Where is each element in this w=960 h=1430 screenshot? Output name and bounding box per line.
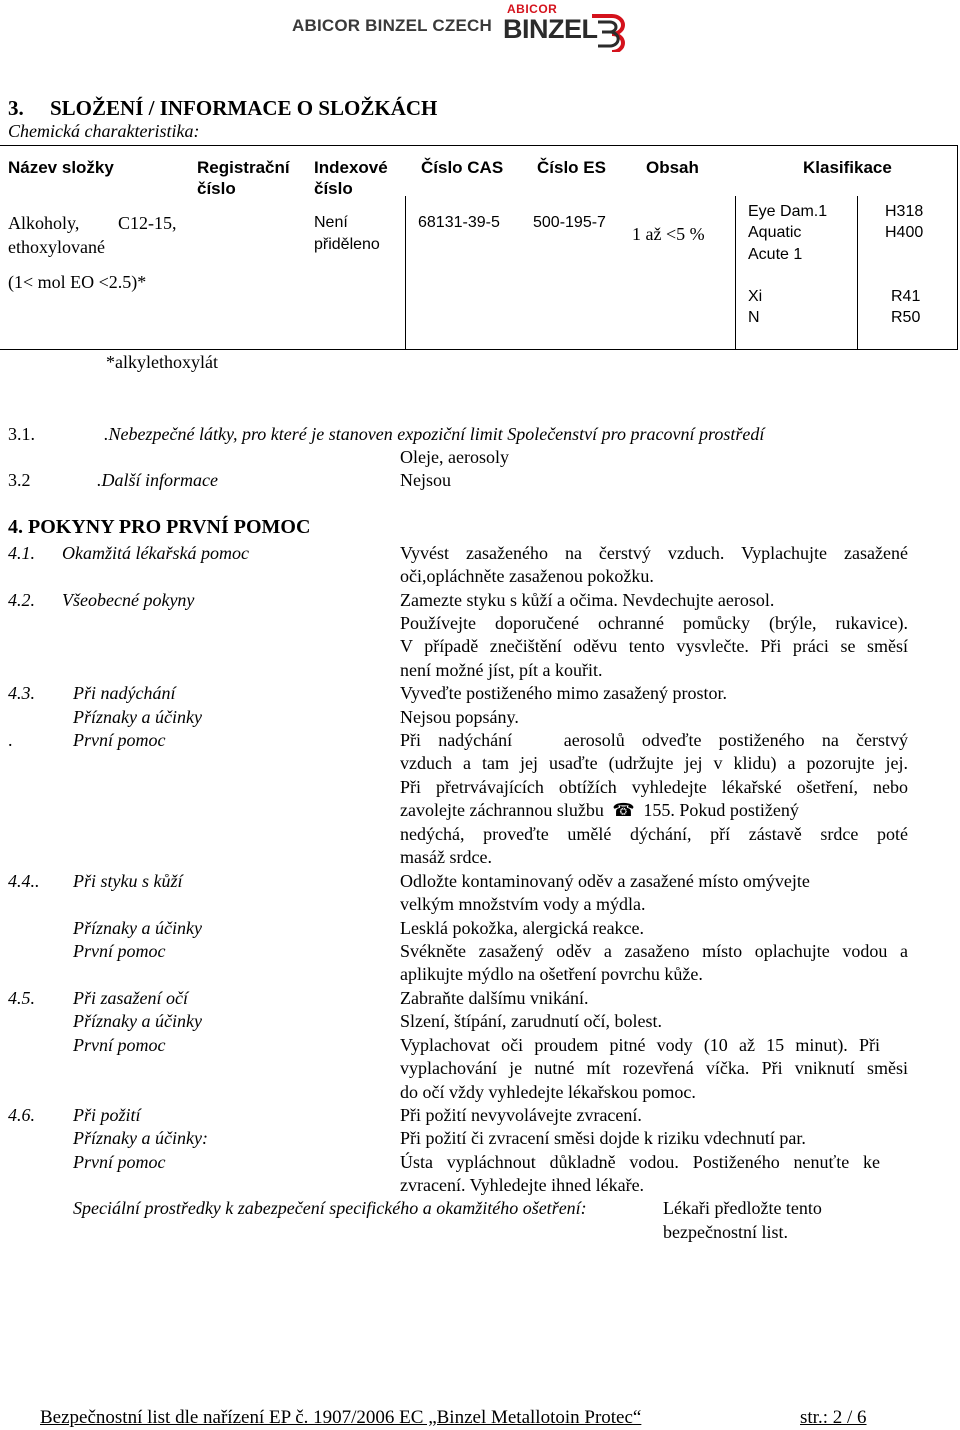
s46-symptoms-text: Při požití či zvracení směsi dojde k riziku vdechnutí par. bbox=[400, 1128, 806, 1148]
footer-page-number: str.: 2 / 6 bbox=[800, 1407, 867, 1428]
s31-value: Oleje, aerosoly bbox=[400, 447, 509, 467]
s45-symptoms-text: Slzení, štípání, zarudnutí očí, bolest. bbox=[400, 1011, 662, 1031]
table-bottom-border bbox=[0, 349, 958, 350]
s44-symptoms-label: Příznaky a účinky bbox=[73, 918, 202, 938]
row-class-2: Aquatic bbox=[748, 224, 802, 241]
s43-firstaid-line2: vzduch a tam jej usaďte (udržujte jej v klidu) a pozorujte jej. bbox=[400, 753, 908, 773]
s44-number: 4.4.. bbox=[8, 871, 40, 891]
row-r-1: R41 bbox=[891, 288, 921, 305]
table-right-border bbox=[957, 145, 958, 349]
section3-subtitle: Chemická charakteristika: bbox=[8, 121, 200, 141]
row-class-1: Eye Dam.1 bbox=[748, 203, 828, 220]
table-top-border bbox=[0, 145, 958, 146]
row-r-2: R50 bbox=[891, 309, 921, 326]
s32-value: Nejsou bbox=[400, 470, 451, 490]
s43-firstaid-marker: . bbox=[8, 730, 13, 750]
s44-line1: Odložte kontaminovaný oděv a zasažené místo omývejte bbox=[400, 871, 810, 891]
header-registration: Registrační bbox=[197, 158, 290, 177]
s43-firstaid-line4 bbox=[400, 799, 799, 822]
s41-line2: oči,opláchněte zasaženou pokožku. bbox=[400, 566, 654, 586]
row-h-1: H318 bbox=[885, 203, 924, 220]
row-name-line3: (1< mol EO <2.5)* bbox=[8, 272, 147, 292]
s44-firstaid-label: První pomoc bbox=[73, 941, 166, 961]
s32-number: 3.2 bbox=[8, 470, 31, 490]
s46-number: 4.6. bbox=[8, 1105, 35, 1125]
table-divider-cas bbox=[405, 196, 406, 349]
special-measures-line2: bezpečnostní list. bbox=[663, 1222, 788, 1242]
section3-title: 3. SLOŽENÍ / INFORMACE O SLOŽKÁCH bbox=[8, 96, 438, 120]
s44-line2: velkým množstvím vody a mýdla. bbox=[400, 894, 646, 914]
header-name: Název složky bbox=[8, 158, 114, 177]
row-class-4: Xi bbox=[748, 288, 763, 305]
s45-firstaid-label: První pomoc bbox=[73, 1035, 166, 1055]
s45-symptoms-label: Příznaky a účinky bbox=[73, 1011, 202, 1031]
s43-number: 4.3. bbox=[8, 683, 35, 703]
s46-text: Při požití nevyvolávejte zvracení. bbox=[400, 1105, 642, 1125]
company-name: ABICOR BINZEL CZECH bbox=[292, 16, 492, 35]
header-registration-2: číslo bbox=[197, 179, 236, 198]
footer-document-title: Bezpečnostní list dle nařízení EP č. 1907/2006 EC „Binzel Metallotoin Protec“ bbox=[40, 1407, 642, 1428]
section4-title: 4. POKYNY PRO PRVNÍ POMOC bbox=[8, 516, 311, 538]
header-index: Indexové bbox=[314, 158, 388, 177]
s43-firstaid-line6: masáž srdce. bbox=[400, 847, 492, 867]
logo-abicor-text: ABICOR bbox=[507, 2, 558, 16]
s41-label: Okamžitá lékařská pomoc bbox=[62, 543, 249, 563]
s43-firstaid-label: První pomoc bbox=[73, 730, 166, 750]
s43-label: Při nadýchání bbox=[73, 683, 176, 703]
logo-binzel-text: BINZEL bbox=[503, 14, 598, 44]
s43-symptoms-text: Nejsou popsány. bbox=[400, 707, 519, 727]
s31-number: 3.1. bbox=[8, 424, 35, 444]
row-cas: 68131-39-5 bbox=[418, 214, 500, 231]
table-divider-class bbox=[857, 196, 858, 349]
header-cas: Číslo CAS bbox=[421, 158, 504, 177]
s43-firstaid-line3: Při přetrvávajících obtížích vyhledejte lékařské ošetření, nebo bbox=[400, 777, 908, 797]
row-name-line1b: C12-15, bbox=[118, 213, 177, 233]
s45-firstaid-line2: vyplachování je nutné mít rozevřená víčka. Při vniknutí směsi bbox=[400, 1058, 908, 1078]
table-footnote: *alkylethoxylát bbox=[106, 352, 218, 372]
s42-label: Všeobecné pokyny bbox=[62, 590, 195, 610]
header-es: Číslo ES bbox=[537, 158, 606, 177]
s41-line1: Vyvést zasaženého na čerstvý vzduch. Vyplachujte zasažené bbox=[400, 543, 908, 563]
binzel-logo-icon bbox=[588, 10, 632, 52]
special-measures-label: Speciální prostředky k zabezpečení specifického a okamžitého ošetření: bbox=[73, 1198, 587, 1218]
s42-line3: V případě znečištění oděvu tento vysvlečte. Při práci se směsí bbox=[400, 636, 908, 656]
s45-firstaid-line3: do očí vždy vyhledejte lékařskou pomoc. bbox=[400, 1082, 696, 1102]
s43-firstaid-line4a: zavolejte záchrannou službu bbox=[400, 800, 604, 820]
s44-firstaid-line1: Svékněte zasažený oděv a zasaženo místo oplachujte vodou a bbox=[400, 941, 908, 961]
row-class-3: Acute 1 bbox=[748, 246, 803, 263]
s44-symptoms-text: Lesklá pokožka, alergická reakce. bbox=[400, 918, 645, 938]
s31-text: .Nebezpečné látky, pro které je stanoven expoziční limit Společenství pro pracovní prostředí bbox=[104, 424, 765, 444]
s43-symptoms-label: Příznaky a účinky bbox=[73, 707, 202, 727]
header-classification: Klasifikace bbox=[803, 158, 892, 177]
phone-icon: ☎ bbox=[612, 800, 635, 821]
s42-line4: není možné jíst, pít a kouřit. bbox=[400, 660, 603, 680]
s46-firstaid-line1: Ústa vypláchnout důkladně vodou. Postiženého nenuťte ke bbox=[400, 1152, 880, 1172]
s43-text: Vyveďte postiženého mimo zasažený prostor. bbox=[400, 683, 728, 703]
header-content: Obsah bbox=[646, 158, 699, 177]
row-index-line2: přiděleno bbox=[314, 236, 380, 253]
s43-firstaid-line4b: 155. Pokud postižený bbox=[643, 800, 799, 820]
row-name-line2: ethoxylované bbox=[8, 237, 105, 257]
s43-firstaid-line1: Při nadýchání aerosolů odveďte postiženého na čerstvý bbox=[400, 730, 908, 750]
s45-firstaid-line1: Vyplachovat oči proudem pitné vody (10 až 15 minut). Při bbox=[400, 1035, 880, 1055]
s44-firstaid-line2: aplikujte mýdlo na ošetření povrchu kůže. bbox=[400, 964, 703, 984]
s45-label: Při zasažení očí bbox=[73, 988, 188, 1008]
row-class-5: N bbox=[748, 309, 760, 326]
row-name-line1a: Alkoholy, bbox=[8, 213, 80, 233]
s42-line2: Používejte doporučené ochranné pomůcky (brýle, rukavice). bbox=[400, 613, 908, 633]
s42-line1: Zamezte styku s kůží a očima. Nevdechujte aerosol. bbox=[400, 590, 775, 610]
s46-firstaid-line2: zvracení. Vyhledejte ihned lékaře. bbox=[400, 1175, 645, 1195]
s45-number: 4.5. bbox=[8, 988, 35, 1008]
s41-number: 4.1. bbox=[8, 543, 35, 563]
s46-symptoms-label: Příznaky a účinky: bbox=[73, 1128, 208, 1148]
row-content: 1 až <5 % bbox=[632, 224, 705, 244]
s46-firstaid-label: První pomoc bbox=[73, 1152, 166, 1172]
special-measures-line1: Lékaři předložte tento bbox=[663, 1198, 822, 1218]
row-h-2: H400 bbox=[885, 224, 924, 241]
header-index-2: číslo bbox=[314, 179, 353, 198]
s42-number: 4.2. bbox=[8, 590, 35, 610]
table-divider-obsah bbox=[735, 196, 736, 349]
s46-label: Při požití bbox=[73, 1105, 141, 1125]
s32-label: .Další informace bbox=[97, 470, 218, 490]
s45-text: Zabraňte dalšímu vnikání. bbox=[400, 988, 589, 1008]
s43-firstaid-line5: nedýchá, proveďte umělé dýchání, pří zástavě srdce poté bbox=[400, 824, 908, 844]
row-index-line1: Není bbox=[314, 214, 348, 231]
row-es: 500-195-7 bbox=[533, 214, 606, 231]
s44-label: Při styku s kůží bbox=[73, 871, 183, 891]
